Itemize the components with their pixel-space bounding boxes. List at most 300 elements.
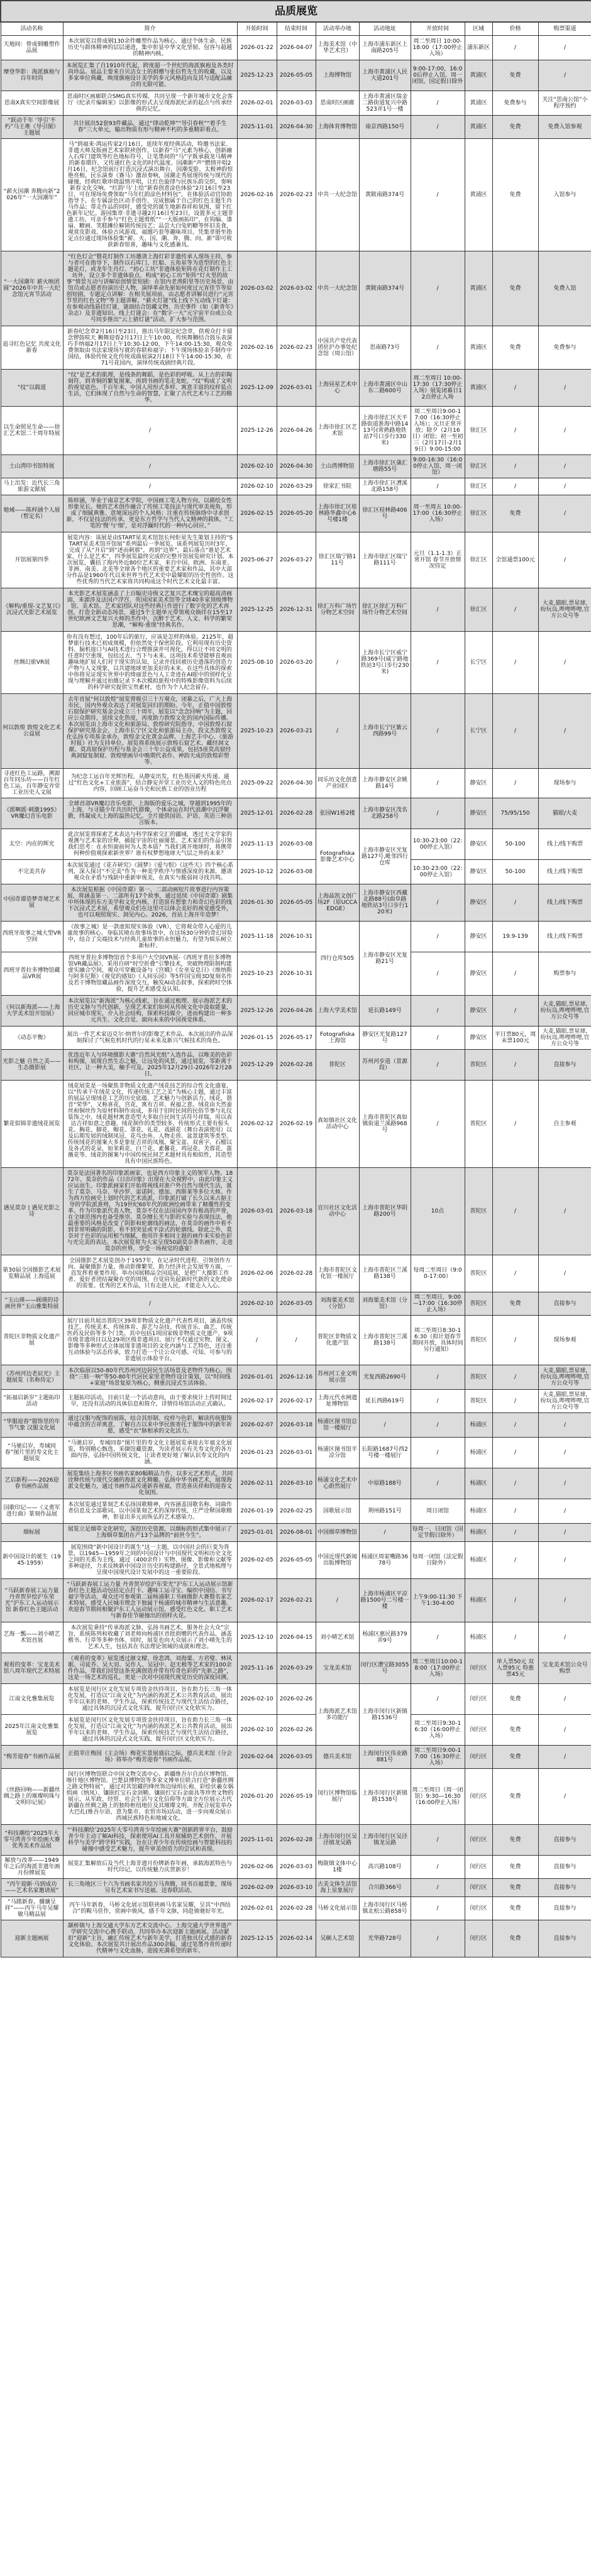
table-row	[1, 60, 591, 91]
cell-name: “华服迎春”服饰里的年节气象 汉服文化展	[1, 1413, 63, 1438]
cell-ticket: /	[538, 478, 591, 495]
cell-addr: 上海市黄浦区中山东二路600号	[359, 370, 411, 407]
cell-addr: 上海市闵行区新镇路1538号	[359, 1769, 411, 1825]
cell-ticket: 线上/线下购票	[538, 922, 591, 952]
cell-district: 静安区	[465, 769, 492, 798]
table-row	[1, 588, 591, 632]
cell-name: 迎新主题画展	[1, 1920, 63, 1957]
cell-hours: /	[411, 1438, 465, 1468]
cell-intro: 展览内容：该展是由START星美术馆馆长何炬星先生策划主持的“START星美术馆开馆展”系列最后一季展览。该系列展览历时3年，完成了从“开启”到“述而刺那”，再到“边界”，最后落点“谁是艺术家，什么是艺术”，四季展览最终完成的完整开馆展览研究计划。本次展览，囊括了海内外近80位艺术家，来自中国、欧洲、东南亚、非洲、南美、北美等全球各个地区的重要艺术家和作品，其中大部分作品是1960年代以来世界当代艺术史中最耀眼的历史性创作。这些优秀的当代艺术家将共同构成这个时代艺术文化最丰富。	[63, 532, 237, 588]
cell-start: 2025-10-23	[237, 952, 277, 996]
table-row	[1, 860, 591, 884]
cell-ticket: /	[538, 1769, 591, 1825]
cell-price: /	[492, 407, 538, 455]
cell-ticket: /	[538, 60, 591, 91]
cell-end: 2026-03-03	[277, 1856, 316, 1879]
cell-hours: 周日闭馆	[411, 1499, 465, 1524]
cell-org: 中共一大纪念馆	[316, 251, 359, 326]
cell-intro: 本次展览以“新海派”为核心线索，旨在通过梳理、展示海派艺术的历史文脉与当代创新，呈现艺术家们如何从传统文化中汲取能量，回应城市现实，介入社会结构，探索科技媒介，进而构建出一种多元共生、文化自觉、面向未来的中国视觉体系。	[63, 996, 237, 1027]
cell-start: 2026-02-07	[237, 1413, 277, 1438]
cell-org: 上海大学美术馆	[316, 996, 359, 1027]
cell-district: 徐汇区	[465, 588, 492, 632]
cell-ticket: 大麦,猫眼,票星球,纷玩岛,哔哩哔哩,官方公众号等	[538, 588, 591, 632]
cell-org: Fotografiska上海馆	[316, 1027, 359, 1050]
cell-hours: /	[411, 1897, 465, 1920]
cell-district: 黄浦区	[465, 91, 492, 116]
cell-addr: 上海市静安区西藏北路88号(曲阜路地铁站3号口步行120米)	[359, 884, 411, 922]
cell-district: 普陀区	[465, 1081, 492, 1168]
cell-price: 免费	[492, 326, 538, 370]
cell-name: 《何以新海派——上海大学美术馆开馆展》	[1, 996, 63, 1027]
cell-hours: /	[411, 1390, 465, 1413]
cell-ticket: /	[538, 632, 591, 694]
table-row	[1, 1684, 591, 1715]
cell-addr: 延长路149号	[359, 996, 411, 1027]
cell-intro: 丙午马年新春，马桥文化展示馆联袂画马名家吴耀，呈其“中西结合”的鞍马佳作，赏画中骏风，感千年文脉，同赴骏驰好年光。	[63, 1897, 237, 1920]
cell-district: 静安区	[465, 884, 492, 922]
cell-start: 2026-02-15	[237, 495, 277, 532]
cell-ticket: /	[538, 455, 591, 478]
cell-hours: /	[411, 1879, 465, 1897]
cell-district: 长宁区	[465, 632, 492, 694]
cell-ticket: 直接参与	[538, 1897, 591, 1920]
cell-addr: /	[359, 1524, 411, 1542]
cell-addr: 上海市闵行区马桥镇北松公路858号	[359, 1897, 411, 1920]
cell-ticket: 现场参观	[538, 1316, 591, 1365]
cell-end: 2026-04-15	[277, 1622, 316, 1653]
cell-org: 徐家汇书院	[316, 478, 359, 495]
cell-price: /	[492, 455, 538, 478]
cell-name: 何以敦煌 敦煌文化艺术公益展	[1, 694, 63, 769]
cell-price: /	[492, 1524, 538, 1542]
cell-org: 闵行区博物馆临展厅	[316, 1769, 359, 1825]
cell-org: 中国共产党代表团驻沪办事处纪念馆（周公馆）	[316, 326, 359, 370]
cell-price: 平日票80元，周末票100元	[492, 1027, 538, 1050]
cell-price: 免费	[492, 1920, 538, 1957]
cell-district: 静安区	[465, 996, 492, 1027]
cell-name: 她域——陈梓涵个人展（暂定名）	[1, 495, 63, 532]
cell-org: 宜川社区文化活动中心	[316, 1168, 359, 1255]
table-row	[1, 455, 591, 478]
cell-addr: 上海市普陀区华阴路200号	[359, 1168, 411, 1255]
table-row	[1, 798, 591, 829]
cell-intro: 本光影艺术展览涵盖了上百幅史诗级文艺复兴艺术瑰宝的超高清画面，来源涉及法国卢浮宫、英国国家美术馆等全球40多家顶级博物馆、美术馆。艺术家团队对这些经典巨作进行了数字化的艺术再创，打造全新动态场景，通过5个主题单元带领观众徜徉在15至17世纪欧洲文艺复兴大师的杰作中，沉醉于艺术、人文、科学的繁荣思潮，“解构·重现”经典名作。	[63, 588, 237, 632]
cell-ticket: 直接参与	[538, 1920, 591, 1957]
table-row	[1, 495, 591, 532]
cell-name: “马跃新春展工运力量 丹青贺岁绘沪东荣光”沪东工人运动展示馆 新春红色主题活动	[1, 1579, 63, 1622]
cell-start: 2025-12-15	[237, 1920, 277, 1957]
cell-price: /	[492, 1542, 538, 1579]
table-row	[1, 1856, 591, 1879]
cell-ticket: 大麦,猫眼,票星球,纷玩岛,哔哩哔哩,官方公众号等	[538, 996, 591, 1027]
cell-district: 长宁区	[465, 694, 492, 769]
cell-district: 闵行区	[465, 1879, 492, 1897]
cell-org: 上海美术馆（中华艺术宫）	[316, 36, 359, 60]
cell-district: 徐汇区	[465, 495, 492, 532]
cell-ticket: 直接参与	[538, 1292, 591, 1316]
column-header-price: 价格	[492, 22, 538, 36]
cell-end: 2026-03-10	[277, 1468, 316, 1499]
table-row	[1, 478, 591, 495]
cell-price: /	[492, 1499, 538, 1524]
cell-addr: 思南路73号	[359, 326, 411, 370]
cell-price: /	[492, 996, 538, 1027]
table-row	[1, 1316, 591, 1365]
cell-ticket: /	[538, 1413, 591, 1438]
table-row	[1, 1027, 591, 1050]
cell-ticket: 线上/线下购票	[538, 884, 591, 922]
cell-intro: 陈梓涵，毕业于南京艺术学院，中国画工笔人物方向，以描绘女性形象见长。她的艺术创作融合了传统工笔技法与现代审美视角，形成了细腻典雅、意境深远的个人风格；注重在传统脉络中寻求创新，不仅是技法的传承，更是东方哲学与当代人文精神的载体，“工笔的‘慢’与‘细’，是对浮躁时代的一种内心回应。”	[63, 495, 237, 532]
cell-price: 全馆通票100元	[492, 532, 538, 588]
cell-start: 2026-01-20	[237, 1769, 277, 1825]
cell-intro: 新春纪念章2月16日至23日，推出马年限定纪念章，供观众打卡留念锣鼓喧天 狮舞迎春2月17日上午10:00，传统舞狮结合鼓乐表演巧手纳福2月17日上午10:30-12:00，下午14:00-15:30，观众免费领取由书法家现场写就的春联和福字；下午现场体验亲手制作中国结，体验传统文化传统戏曲展演2月18日下午14:00-15:30，在71号花园内，演绎传统戏剧经典片段。	[63, 326, 237, 370]
cell-hours: 周二至周日8:30-16:30（拟计划春节期间开放，具体时间另行通知）	[411, 1316, 465, 1365]
cell-org: /	[316, 632, 359, 694]
cell-addr: 上海市黄浦区人民大道201号	[359, 60, 411, 91]
cell-price: /	[492, 1081, 538, 1168]
cell-org: 四行仓库505	[316, 922, 359, 996]
cell-hours: 周二至周日9:00-17:00（16:30停止入场）	[411, 1746, 465, 1769]
cell-org: 宝龙美术馆	[316, 1653, 359, 1684]
cell-start: 2026-02-11	[237, 1468, 277, 1499]
cell-ticket: /	[538, 1524, 591, 1542]
cell-district: 徐汇区	[465, 478, 492, 495]
cell-intro: 展览汇集解放后及当代上海非遗月份牌新春年画，承载海派特色与时代印记，以传统魅力庆贺新岁！	[63, 1856, 237, 1879]
cell-end: 2026-04-26	[277, 407, 316, 455]
column-header-end: 结束时间	[277, 22, 316, 36]
cell-end: 2026-05-05	[277, 884, 316, 922]
cell-intro: 本展览是闵行区文化发展专项资金扶持项目，旨在助力长三角一体化发展，打造以“江南文化”为内涵的海派艺术公共教育活动，展出半年以来的老师、学生作品，探索传统技艺与现代生活结合路径，通过具体的沉浸式文化实践，提升闵行区文化软实力。	[63, 1715, 237, 1746]
cell-start: 2025-12-09	[237, 370, 277, 407]
cell-name: 烟标展	[1, 1524, 63, 1542]
cell-hours: /	[411, 139, 465, 251]
cell-addr: 上海市徐汇区漕溪北路158号	[359, 478, 411, 495]
cell-start: 2025-06-27	[237, 532, 277, 588]
cell-org: 上海晶凯文创广场2F（原UCCA EDGE）	[316, 884, 359, 922]
cell-district: 黄浦区	[465, 139, 492, 251]
cell-end: 2026-03-08	[277, 860, 316, 884]
cell-price: /	[492, 694, 538, 769]
cell-org: 上海市徐汇区桂林路华鑫中心6号楼1楼	[316, 495, 359, 532]
cell-start: 2026-01-22	[237, 36, 277, 60]
cell-district: 普陀区	[465, 1050, 492, 1081]
table-row	[1, 1050, 591, 1081]
cell-ticket: 猫眼/大麦	[538, 798, 591, 829]
cell-start: 2025-10-23	[237, 694, 277, 769]
cell-hours: /	[411, 798, 465, 829]
table-row	[1, 1524, 591, 1542]
cell-hours: 周二至周日9:30-16:30（16:00停止入场）	[411, 1715, 465, 1746]
cell-name: “纹”以载道	[1, 370, 63, 407]
cell-intro: 展览集结上海多区书画名家80幅精品力作，以多元艺术形式，共同诠释传统与现代交融的海派文化精髓。弘扬中华书画艺术，展现海派文化魅力，通过书画作品传递新春祝福，营造喜庆祥和的迎春文化氛围。	[63, 1468, 237, 1499]
cell-district: 杨浦区	[465, 1499, 492, 1524]
table-row	[1, 370, 591, 407]
page-title: 品质展览	[1, 1, 591, 22]
cell-addr: 光复西路2690号	[359, 1365, 411, 1390]
cell-district: 闵行区	[465, 1769, 492, 1825]
cell-ticket: /	[538, 1746, 591, 1769]
cell-district: 杨浦区	[465, 1579, 492, 1622]
cell-name: 马上出发：近代长三角旅游文献展	[1, 478, 63, 495]
cell-hours: /	[411, 996, 465, 1027]
cell-start: 2025-12-26	[237, 407, 277, 455]
cell-hours: /	[411, 922, 465, 952]
cell-end: 2026-03-01	[277, 370, 316, 407]
cell-intro: 《观看的变革》展览透过颜文樑、徐悲鸿、刘海粟、方君璧、林风眠、司徒乔、吴大羽、吴作人、吴冠中、赵无极等艺术家的100余件作品，带我们回望这条充满创造并带有传奇色彩的“先驱之路”，这是一场艺术的巡礼，更是一次对中国现代视觉历史的深度回溯。	[63, 1653, 237, 1684]
cell-price: 免费	[492, 251, 538, 326]
table-row	[1, 1468, 591, 1499]
cell-end: 2026-02-19	[277, 1081, 316, 1168]
cell-addr: 闵行区漕宝路3055号	[359, 1653, 411, 1684]
table-row	[1, 829, 591, 860]
cell-addr: 杨浦区惠民路379弄9号	[359, 1622, 411, 1653]
cell-price: 免费	[492, 1825, 538, 1856]
cell-ticket: 免费入馆参观	[538, 116, 591, 139]
cell-ticket: /	[538, 532, 591, 588]
cell-hours: /	[411, 632, 465, 694]
cell-intro: 长三角地区三十六为书画名家共绘万马奔腾，同书百福景象，现场另有艺术家书写送福、送春联活动。	[63, 1879, 237, 1897]
cell-price: /	[492, 884, 538, 922]
table-row	[1, 1542, 591, 1579]
cell-hours: 10点	[411, 1168, 465, 1255]
cell-name: 《苏州河边老辰光》主题展览（名称待定）	[1, 1365, 63, 1390]
table-row	[1, 532, 591, 588]
cell-hours: 周二至周日，9:00—17:00（16:30停止入场）	[411, 1292, 465, 1316]
cell-price: 50-100	[492, 860, 538, 884]
cell-district: 静安区	[465, 798, 492, 829]
cell-name: 丝绸幻旅VR展	[1, 632, 63, 694]
cell-start: /	[237, 1316, 277, 1365]
cell-start: 2026-02-06	[237, 1255, 277, 1292]
cell-org: 徐汇万科广场竹分物艺术空间	[316, 588, 359, 632]
cell-price: /	[492, 1168, 538, 1255]
cell-price: 19.9-139	[492, 922, 538, 952]
cell-ticket: /	[538, 1579, 591, 1622]
table-row	[1, 952, 591, 996]
cell-price: 免费	[492, 1715, 538, 1746]
cell-price: 免费	[492, 1897, 538, 1920]
cell-start: 2026-01-23	[237, 1438, 277, 1468]
cell-hours: /	[411, 1622, 465, 1653]
cell-org: Fotografiska影像艺术中心	[316, 829, 359, 884]
cell-hours: 每周一闭馆（法定假日除外）	[411, 1542, 465, 1579]
cell-end: 2026-05-05	[277, 60, 316, 91]
cell-end: 2026-03-18	[277, 1413, 316, 1438]
cell-name: 西班牙故事之城大型VR空间	[1, 922, 63, 952]
cell-intro: 马”到福来·鸿运传家2月16日，延续年度经典活动，特邀书法家、非遗大师及版画艺术家联袂创作，以新春“马”元素为核心，创新融入石库门建筑等红色地标符号，让笔墨间的“马”字既承载龙马精神的新春期许，又传递红色文化的时代温度。国潮新“声”燃情开唱2月16日，纪念馆前厅打造沉浸式演出舞台，国潮变脸、太极神韵惊艳亮相，民乐演奏《赛马》激昂奏响，国潮走秀展现传统与现代的碰撞，经典红歌串烧温情开唱，让红色旋律与民族乐韵交织，奏响新春文化交响。“红韵‘马’上绘”新春创意涂色体验”2月16日至23日，可在现场免费领取“马年红韵涂色材料包”，在体验活动官协助指导下，在专属涂色区动手创作，完成独属于自己的红色主题生肖马作品；带走作品的同时，感受党的诞生地新春祥和氛围，留下红色新年记忆。游园集章·非遗寻趣2月16日至23日，设置多元主题非遗工坊，可亲手参与“红色主题剪纸”“一大版画拓印”，在钩编、漆扇、糖画、笑糕摊位解锁传统技艺；品尝大白兔奶糖等怀旧美食，观赏皮影戏、体验古风游戏、福圈巧套等趣味项目。凭集章册至指定点位通过现场体验集“薪、火、国、潮、奔、腾、向、新”即可收获新春惊喜，趣味与文化感兼具。	[63, 139, 237, 251]
cell-ticket: /	[538, 1255, 591, 1292]
cell-addr: 高兴路108号	[359, 1856, 411, 1879]
cell-name: “科技潮绘”2025年大零号湾青少年绘画大赛优秀美术作品展	[1, 1825, 63, 1856]
table-row	[1, 769, 591, 798]
cell-addr: 上海市普陀区兰溪路138号	[359, 1316, 411, 1365]
cell-price: 单人票50元 双人票95元 特惠票45元	[492, 1653, 538, 1684]
cell-addr: 上海市静安区光复路21号	[359, 922, 411, 996]
cell-start: 2026-01-15	[237, 1027, 277, 1050]
cell-hours: /	[411, 1365, 465, 1390]
table-row	[1, 1879, 591, 1897]
cell-name: 观看的变革：宝龙美术馆八周年现代艺术特展	[1, 1653, 63, 1684]
cell-district: 杨浦区	[465, 1542, 492, 1579]
cell-end: 2026-02-14	[277, 1920, 316, 1957]
cell-start: 2026-02-05	[237, 1542, 277, 1579]
cell-intro: 优选近年人与环境摄影大赛“自然风光组”入选作品，以唯美的色彩和构图，展现自然生态之魅，让远处的风景，通过展览，零距离于社区，让一种大美，触手可及。2025年12月29日-2026年2月28日。	[63, 1050, 237, 1081]
cell-ticket: /	[538, 1542, 591, 1579]
cell-intro: “马驰启岁，寿域同春”图片里的寿文化主题展览承接去年福文化展览，特别精心甄选、采撷馆藏资源，为读者展示有关寿文化的各方面内容，弘扬中国传统文化，让读者更好地了解认识寿文化的内涵。	[63, 1438, 237, 1468]
cell-price: 免费	[492, 1292, 538, 1316]
cell-ticket: 现场参与	[538, 769, 591, 798]
cell-org: 吴颐人艺术馆	[316, 1920, 359, 1957]
cell-ticket: 宝龙美术馆公众号购票	[538, 1653, 591, 1684]
cell-price: 免费	[492, 1856, 538, 1879]
cell-end: /	[277, 1316, 316, 1365]
cell-ticket: 线上/线下购票	[538, 829, 591, 860]
cell-district: 杨浦区	[465, 1468, 492, 1499]
cell-district: 徐汇区	[465, 455, 492, 478]
cell-addr: 上海闵行区伟业路881号	[359, 1746, 411, 1769]
table-row	[1, 1769, 591, 1825]
cell-intro: 此次展览将探索艺术表达与科学探索交汇的疆域，透过天文学家的观测与艺术家的诠释，捕捉宇宙的壮丽图景。艺术家们的作品引领我们思考：在永恒面前何为人类本质？当我们离开地球时，将携带何种价值观探索新世界？谁有权梦想地球大气层之外的未来？	[63, 829, 237, 860]
cell-price: /	[492, 1413, 538, 1438]
cell-org: 思南时区画廊	[316, 91, 359, 116]
cell-start: 2025-11-01	[237, 116, 277, 139]
cell-price: /	[492, 1468, 538, 1499]
table-row	[1, 1499, 591, 1524]
cell-district: 静安区	[465, 922, 492, 952]
cell-start: 2025-12-25	[237, 588, 277, 632]
cell-org: 马桥文化展示馆	[316, 1897, 359, 1920]
cell-district: 黄浦区	[465, 60, 492, 91]
cell-price: 75/95/150	[492, 798, 538, 829]
cell-name: 摩登华影：海派旗袍与百年时尚	[1, 60, 63, 91]
cell-intro: 去年首展“何以敦煌”展览曾吸引三十万观众，闭幕之后，广大上海市民、国内外观众表达了对展览回归的期盼。今年，正值中国敦煌石窟保护研究基金会成立三十周年，展览以“念念回响”为主题，回应公众期待，延续文化热度，再度助力敦煌文化的国内国际传播。本次展览由上海市文化和旅游局、敦煌研究院指导，中国敦煌石窟保护研究基金会、上海市长宁区文化和旅游局主办，段文杰敦煌文化弘扬专项基金承办，敦煌金文化黄金品牌、上海艺丰中心、《旅游时报》社为支持单位。展览将系统展示敦煌石窟艺术、藏经洞文献、莫高窟保护历程与基金会三十年公益成果，包括5座莫高窟经典洞窟复制窟、敦煌壁画早中晚期代表作、神韵天成的敦煌彩塑等。	[63, 694, 237, 769]
cell-start: 2026-02-10	[237, 1292, 277, 1316]
cell-hours: 周二至周日 10:00-18:00（17:00停止入场）	[411, 36, 465, 60]
table-row	[1, 91, 591, 116]
cell-name: 《丝路回响——新疆丝绸之路上的璀璨明珠与文明印记展》	[1, 1769, 63, 1825]
cell-hours: /	[411, 91, 465, 116]
cell-org: 上海市普陀区文化馆一楼展厅	[316, 1255, 359, 1292]
cell-name: 以生命照见生命——徐汇艺术馆二十周年特展	[1, 407, 63, 455]
cell-addr: 上海市黄浦区瑞金二路街道复兴中路523弄1号一楼	[359, 91, 411, 116]
cell-end: 2026-03-20	[277, 632, 316, 694]
cell-district: 黄浦区	[465, 116, 492, 139]
cell-intro: 颛桥镇与上海交通大学东方艺术交流中心、上海交通大学世界遗产学研究交流中心携手联动，共同举办本次迎新主题画展。活动紧扣“迎新”主旨，融汇传统艺术与新年美学，打造独具仪式感的新春文化体验。本次展览共计展出作品300余幅，通过笔墨丹青传递时代精神与文化血脉，迎接充满希望的新年。	[63, 1920, 237, 1957]
cell-end: 2026-03-21	[277, 694, 316, 769]
cell-ticket: 大麦,猫眼,票星球,纷玩岛,哔哩哔哩,官方公众号等	[538, 1027, 591, 1050]
table-row	[1, 1825, 591, 1856]
cell-end: 2026-03-05	[277, 1292, 316, 1316]
cell-ticket: 免费入馆	[538, 251, 591, 326]
cell-price: /	[492, 1365, 538, 1390]
cell-org: 古美文体生活馆海上星象展厅	[316, 1879, 359, 1897]
cell-addr: 上海市长宁区威宁路369号(威宁路地铁站3号口步行230米)	[359, 632, 411, 694]
cell-intro: /	[63, 407, 237, 455]
cell-org: 中国近现代新闻出版博物馆	[316, 1542, 359, 1579]
cell-name: 思南X真实空间影像展	[1, 91, 63, 116]
cell-name: 光影之魅 自然之美——生态摄影展	[1, 1050, 63, 1081]
table-row	[1, 407, 591, 455]
table-row	[1, 1438, 591, 1468]
cell-intro: 全球首部VR魔幻音乐电影，上海版的爱乐之城，穿越到1995年的上海，与寻猫少年共历时代群像，个体命运在时代浪潮中沉浮聚散，终凝成大上海的温热记忆。全片提供国语、沪语、英语三种语言版本。	[63, 798, 237, 829]
cell-price: 50-100	[492, 829, 538, 860]
cell-org: 杨浦文化艺术中心蔚然展厅	[316, 1468, 359, 1499]
column-header-district: 区域	[465, 22, 492, 36]
cell-start: 2026-01-19	[237, 1499, 277, 1524]
cell-ticket: 入馆参与	[538, 139, 591, 251]
column-header-name: 活动名称	[1, 22, 63, 36]
cell-addr: 南京西路150号	[359, 116, 411, 139]
cell-price: /	[492, 1050, 538, 1081]
cell-ticket: 直接参与	[538, 1050, 591, 1081]
cell-addr: 上海市长宁区紫云西路99号	[359, 694, 411, 769]
cell-name: “玉山瑛——顾瑛的诗画世界”玉山雅集特展	[1, 1292, 63, 1316]
cell-start: 2026-01-30	[237, 884, 277, 922]
cell-district: 杨浦区	[465, 1438, 492, 1468]
cell-addr: 上海市静安区余姚路14号	[359, 769, 411, 798]
cell-name: 《摇啊摇·刺激1995》VR魔幻音乐电影	[1, 798, 63, 829]
cell-hours: /	[411, 952, 465, 996]
cell-district: 黄浦区	[465, 370, 492, 407]
cell-addr: 杨浦区周家嘴路3678号	[359, 1542, 411, 1579]
column-header-addr: 活动地址	[359, 22, 411, 36]
cell-name: 艺海一瓢——刘小晴艺术馆首展	[1, 1622, 63, 1653]
cell-price: 免费	[492, 116, 538, 139]
cell-hours: 9:00-17:00，16:00后停止入馆，周一闭馆，国定假日除外	[411, 60, 465, 91]
cell-intro: 思南时区画廊联合SMG真实传媒，共同呈现一个新年城市文化会客厅《纪录片编辑室》以影像的形式去呈现海派纪录的起点与传承经典的记忆。	[63, 91, 237, 116]
cell-end: 2026-04-26	[277, 996, 316, 1027]
cell-end: 2026-02-23	[277, 326, 316, 370]
cell-name: “跃动千年 ‘导引’不朽”马王堆《导引图》主题展	[1, 116, 63, 139]
cell-end: 2026-05-19	[277, 1769, 316, 1825]
table-row	[1, 632, 591, 694]
cell-name: 艺启新程——2026迎春书画作品展	[1, 1468, 63, 1499]
cell-org: 普陀区非物质文化遗产馆	[316, 1316, 359, 1365]
cell-addr: 上海市闵行区吴泾镇龙吴路	[359, 1825, 411, 1856]
table-row	[1, 36, 591, 60]
cell-district: 杨浦区	[465, 1413, 492, 1438]
cell-intro: 西班牙普拉多博物馆首个多用户大空间VR展-《西班牙普拉多博物馆VR藏品展》，采用自研“时空折叠”引擎技术，突破物理限制构建虚实融合空间，观众可穿戴设备与《宫娥》《女巫安息日》《维纳斯与阿多尼斯》《视觉的感知》《人间乐园》等5件国宝级3D复刻名作及若干博物馆藏品画作深度交互，触发AI动态叙事，探索跨时空体验，提升艺术感受及认知。	[63, 952, 237, 996]
cell-ticket: 自主参观	[538, 1081, 591, 1168]
table-row	[1, 1746, 591, 1769]
cell-ticket: 直接参与	[538, 1825, 591, 1856]
cell-start: 2026-02-16	[237, 139, 277, 251]
cell-addr: 上海市徐汇区天平路街道淮海中路1413号(常熟路地铁站7号口步行330米)	[359, 407, 411, 455]
cell-price: /	[492, 632, 538, 694]
cell-district: 静安区	[465, 952, 492, 996]
cell-intro: /	[63, 478, 237, 495]
cell-intro: 本展览是闵行区文化发展专项资金扶持项目，旨在助力长三角一体化发展，打造以“江南文化”为内涵的海派艺术公共教育活动，展出半年以来的老师、学生作品，探索传统技艺与现代生活结合路径，通过具体的沉浸式文化实践，提升闵行区文化软实力。	[63, 1684, 237, 1715]
cell-end: 2026-03-05	[277, 1746, 316, 1769]
cell-end: 2026-02-28	[277, 798, 316, 829]
cell-org: 上海海派艺术馆多功能厅	[316, 1684, 359, 1746]
cell-end: 2026-04-30	[277, 769, 316, 798]
cell-addr: 上海市静安区茂名北路258号	[359, 798, 411, 829]
cell-start: 2025-12-10	[237, 1622, 277, 1653]
cell-org: 上海市徐汇区艺术馆	[316, 407, 359, 455]
cell-intro: 本次展览秉持“传承海派文脉，弘扬书画艺术，服务社会大众”宗旨，系统陈列和收藏了刘老师向杨浦区首批捐赠的代表作品，涵盖楷书、行草等多种书体。同时，展览也向大众展示了刘小晴先生的艺术人生，包括其在书法理论领域的成就和理念。	[63, 1622, 237, 1653]
cell-ticket: /	[538, 1684, 591, 1715]
cell-addr: 上海市浦东新区上南路205号	[359, 36, 411, 60]
cell-hours: /	[411, 251, 465, 326]
cell-addr: 徐汇区桂林路406号	[359, 495, 411, 532]
cell-org: 德兵美术馆	[316, 1746, 359, 1769]
cell-end: 2026-02-28	[277, 1825, 316, 1856]
cell-start: 2025-12-01	[237, 798, 277, 829]
cell-intro: 莫奈是法国著名的印象派画家，也是西方印象主义的领军人物。1872年，莫奈的作品《日出印象》出现在大众视野中，由此印象主义应运而生。印象派画家们开始将视线对准户外自然与现代生活，诞生了莫奈、马奈、毕沙罗、雷诺阿、德加、西斯莱等多位大师。作为西方绘画史上划时代的艺术流派，印象派打破了长久以来占据主导的学院派准则，为19世纪60年代的欧洲绘画带来了颠覆性的变革。作为印象派代表人物，莫奈不仅在法国国内享有极高的声誉，在全球范围内也备受推崇。莫奈擅长光与影的实验与表现技法，他最重要的风格是改变了阴影和轮廓线的画法，在莫奈的画作中看不到非常明确的阴影，看不到突显或平涂式的轮廓线。除此之外，莫奈对于色彩的运用相当细腻，他用许多相同主题的画作来实验色彩与光完美的表达。本次展览将为大家呈现50副莫奈著名画作，走进莫奈的世界，享受一场视觉的盛宴！	[63, 1168, 237, 1255]
cell-name: 开馆展第四季	[1, 532, 63, 588]
cell-addr: 上海市普陀区兰溪路138号	[359, 1255, 411, 1292]
